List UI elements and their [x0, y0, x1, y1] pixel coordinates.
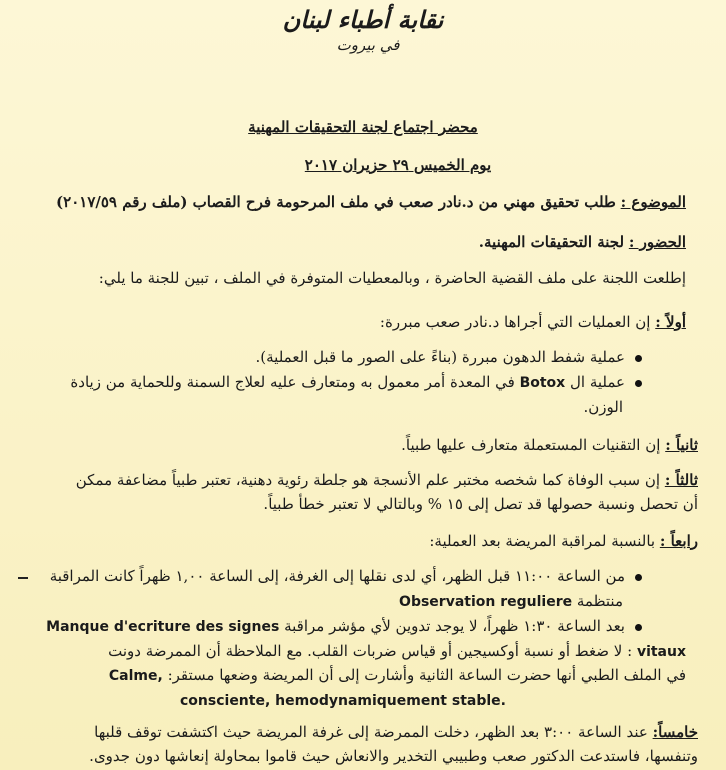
first-bullet2-text-a: عملية ال — [570, 373, 625, 391]
letterhead-organization: نقابة أطباء لبنان — [282, 5, 444, 34]
fourth-bullet2-latin-2: vitaux — [636, 644, 686, 660]
bullet-icon — [635, 574, 642, 581]
attendance-label: الحضور : — [628, 233, 686, 251]
point-second — [28, 435, 698, 455]
fourth-bullet1-text-a: من الساعة ١١:٠٠ قبل الظهر، أي لدى نقلها إلى الغرفة، إلى الساعة ١,٠٠ ظهراً كانت المراقبة — [49, 567, 625, 585]
fourth-bullet2-line2 — [14, 641, 686, 662]
bullet-icon — [635, 624, 642, 631]
bullet-icon — [635, 380, 642, 387]
subject-line — [20, 192, 686, 212]
point-first — [28, 312, 686, 332]
fifth-text-2: وتنفسها، فاستدعت الدكتور صعب وطبيبي التخدير والانعاش حيث قاموا بمحاولة إنعاشها دون جدوى. — [89, 747, 698, 765]
first-label: أولاً : — [655, 313, 686, 331]
fourth-label: رابعاً : — [659, 532, 698, 550]
intro-paragraph: إطلعت اللجنة على ملف القضية الحاضرة ، وبالمعطيات المتوفرة في الملف ، تبين للجنة ما يلي: — [98, 269, 686, 287]
meeting-date: يوم الخميس ٢٩ حزيران ٢٠١٧ — [304, 156, 492, 174]
fourth-text: بالنسبة لمراقبة المريضة بعد العملية: — [429, 532, 656, 550]
first-bullet2-text-c: الوزن. — [583, 398, 623, 416]
fourth-bullet-2 — [16, 616, 642, 637]
third-text-1: إن سبب الوفاة كما شخصه مختبر علم الأنسجة هو جلطة رئوية دهنية، تعتبر طبياً مضاعفة ممكن — [75, 471, 661, 489]
bullet-icon — [635, 355, 642, 362]
subject-label: الموضوع : — [620, 193, 686, 211]
first-bullet2-latin: Botox — [519, 375, 566, 391]
first-bullet-1 — [28, 347, 642, 367]
fourth-bullet2-line3 — [14, 665, 686, 686]
margin-dash — [18, 577, 28, 579]
fourth-bullet2-text-a: بعد الساعة ١:٣٠ ظهراً، لا يوجد تدوين لأي مؤشر مراقبة — [284, 617, 625, 635]
document-title: محضر اجتماع لجنة التحقيقات المهنية — [248, 118, 478, 136]
third-text-2: أن تحصل ونسبة حصولها قد تصل إلى ١٥ % وبالتالي لا تعتبر خطأ طبياً. — [263, 495, 698, 513]
fourth-bullet-1 — [20, 566, 642, 586]
fourth-bullet2-text-c: في الملف الطبي أنها حضرت الساعة الثانية وأشارت إلى أن المريضة وضعها مستقر: — [167, 666, 686, 684]
first-bullet2-text-b: في المعدة أمر معمول به ومتعارف عليه لعلاج السمنة وللحماية من زيادة — [70, 373, 515, 391]
third-label: ثالثاً : — [664, 471, 698, 489]
point-third — [18, 470, 698, 490]
fifth-text-1: عند الساعة ٣:٠٠ بعد الظهر، دخلت الممرضة إلى غرفة المريضة حيث اكتشفت توقف قلبها — [94, 723, 648, 741]
fourth-bullet2-text-b: : لا ضغط أو نسبة أوكسيجين أو قياس ضربات القلب. مع الملاحظة أن الممرضة دونت — [108, 642, 633, 660]
second-text: إن التقنيات المستعملة متعارف عليها طبياً. — [401, 436, 661, 454]
fourth-bullet1-text-b: منتظمة — [576, 592, 623, 610]
letterhead-city: في بيروت — [336, 36, 400, 54]
subject-text: طلب تحقيق مهني من د.نادر صعب في ملف المرحومة فرح القصاب (ملف رقم ٢٠١٧/٥٩) — [56, 193, 616, 211]
fourth-bullet2-latin-3: Calme, — [108, 668, 163, 684]
attendance-line — [28, 232, 686, 252]
attendance-text: لجنة التحقيقات المهنية. — [478, 233, 625, 251]
fourth-bullet2-line4 — [0, 690, 686, 711]
fourth-bullet1-line2 — [28, 591, 623, 612]
point-fifth — [18, 722, 698, 742]
fourth-bullet2-latin-1: Manque d'ecriture des signes — [46, 619, 280, 635]
point-fourth — [28, 531, 698, 551]
fifth-label: خامساً: — [652, 723, 698, 741]
first-bullet1-text: عملية شفط الدهون مبررة (بناءً على الصور ما قبل العملية). — [255, 348, 625, 366]
fourth-bullet2-latin-4: consciente, hemodynamiquement stable. — [180, 693, 506, 709]
second-label: ثانياً : — [665, 436, 698, 454]
first-bullet-2 — [18, 372, 642, 393]
first-text: إن العمليات التي أجراها د.نادر صعب مبررة: — [379, 313, 651, 331]
fourth-bullet1-latin: Observation reguliere — [399, 594, 573, 610]
